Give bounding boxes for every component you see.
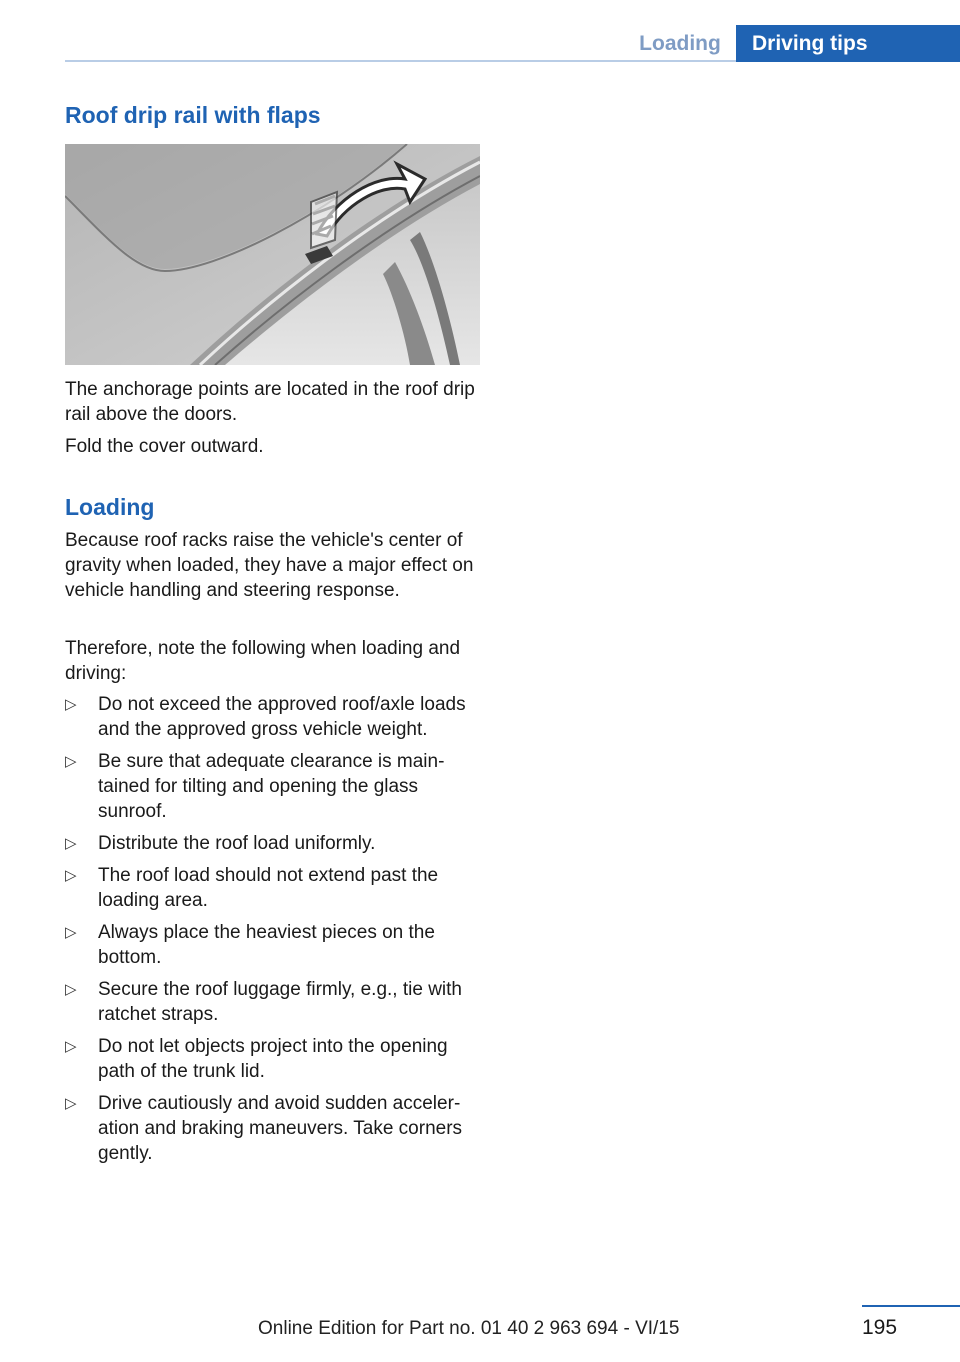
section-title-loading: Loading	[65, 494, 155, 520]
list-item	[65, 863, 485, 913]
paragraph-anchorage-points: The anchorage points are located in the roof drip rail above the doors.	[65, 379, 475, 425]
list-item-text: Be sure that adequate clearance is maintained for tilting and opening the glass sunroof.	[98, 751, 445, 822]
paragraph-center-of-gravity: Because roof racks raise the vehicle's center of gravity when loaded, they have a major effect on vehicle handling and steering response.	[65, 530, 474, 601]
list-item	[65, 1034, 485, 1084]
page-number: 195	[862, 1316, 898, 1339]
list-item-text: Do not let objects project into the opening path of the trunk lid.	[98, 1036, 448, 1082]
footer-edition-text: Online Edition for Part no. 01 40 2 963 694 - VI/15	[258, 1318, 680, 1339]
list-item-text: Secure the roof luggage firmly, e.g., tie with ratchet straps.	[98, 979, 462, 1025]
section-title-roof-drip-rail: Roof drip rail with flaps	[65, 102, 321, 128]
triangle-bullet-icon: ▷	[65, 867, 77, 884]
loading-bullet-list	[65, 692, 485, 1173]
paragraph-note-following: Therefore, note the following when loading and driving:	[65, 638, 461, 684]
list-item-text: Do not exceed the approved roof/axle loads and the approved gross vehicle weight.	[98, 694, 466, 740]
list-item-text: Drive cautiously and avoid sudden acceleration and braking maneuvers. Take corners gently.	[98, 1093, 463, 1164]
list-item-text: The roof load should not extend past the loading area.	[98, 865, 439, 911]
triangle-bullet-icon: ▷	[65, 753, 77, 770]
list-item	[65, 1091, 485, 1166]
triangle-bullet-icon: ▷	[65, 981, 77, 998]
footer-rule	[862, 1305, 960, 1307]
triangle-bullet-icon: ▷	[65, 835, 77, 852]
list-item-text: Distribute the roof load uniformly.	[98, 833, 376, 854]
triangle-bullet-icon: ▷	[65, 924, 77, 941]
triangle-bullet-icon: ▷	[65, 1038, 77, 1055]
list-item	[65, 831, 485, 856]
roof-drip-rail-photo	[65, 144, 480, 365]
list-item	[65, 749, 485, 824]
header-tab-loading[interactable]: Loading	[639, 31, 721, 55]
list-item	[65, 920, 485, 970]
list-item-text: Always place the heaviest pieces on the bottom.	[98, 922, 435, 968]
header-tab-driving-tips[interactable]: Driving tips	[736, 25, 960, 62]
list-item	[65, 692, 485, 742]
list-item	[65, 977, 485, 1027]
triangle-bullet-icon: ▷	[65, 696, 77, 713]
paragraph-fold-cover: Fold the cover outward.	[65, 436, 264, 457]
triangle-bullet-icon: ▷	[65, 1095, 77, 1112]
